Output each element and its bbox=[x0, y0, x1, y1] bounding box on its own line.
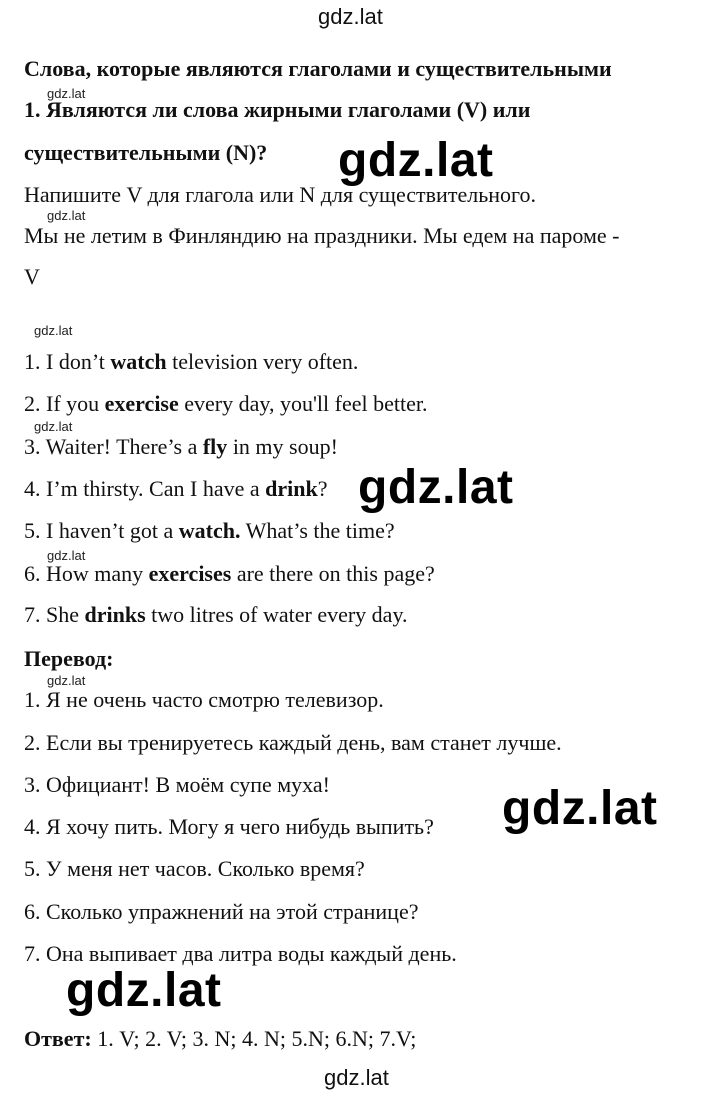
translation-item: 4. Я хочу пить. Могу я чего нибудь выпить? bbox=[24, 814, 434, 839]
translation-item: 5. У меня нет часов. Сколько время? bbox=[24, 856, 365, 881]
watermark-small: gdz.lat bbox=[34, 323, 73, 338]
watermark-large: gdz.lat bbox=[338, 134, 494, 187]
bold-word: watch. bbox=[178, 518, 241, 543]
watermark-small: gdz.lat bbox=[47, 548, 86, 563]
watermark-large: gdz.lat bbox=[66, 964, 222, 1017]
translation-title: Перевод: bbox=[24, 646, 114, 671]
watermark-small: gdz.lat bbox=[47, 86, 86, 101]
task-title-line2: существительными (N)? bbox=[24, 140, 268, 165]
sentence-item: 2. If you exercise every day, you'll feel better. bbox=[24, 391, 428, 416]
answer-label: Ответ: bbox=[24, 1026, 92, 1051]
sentence-item: 4. I’m thirsty. Can I have a drink? bbox=[24, 476, 328, 501]
sentence-item: 1. I don’t watch television very often. bbox=[24, 349, 359, 374]
sentence-item: 6. How many exercises are there on this page? bbox=[24, 561, 435, 586]
translation-item: 1. Я не очень часто смотрю телевизор. bbox=[24, 687, 384, 712]
page-heading: Слова, которые являются глаголами и существительными bbox=[24, 56, 612, 81]
sentence-item: 5. I haven’t got a watch. What’s the time? bbox=[24, 518, 395, 543]
sentence-item: 7. She drinks two litres of water every day. bbox=[24, 602, 408, 627]
example-line2: V bbox=[24, 264, 40, 289]
watermark-bottom: gdz.lat bbox=[324, 1065, 389, 1090]
bold-word: watch bbox=[110, 349, 167, 374]
watermark-small: gdz.lat bbox=[34, 419, 73, 434]
translation-item: 7. Она выпивает два литра воды каждый день. bbox=[24, 941, 457, 966]
watermark-large: gdz.lat bbox=[502, 782, 658, 835]
example-line1: Мы не летим в Финляндию на праздники. Мы едем на пароме - bbox=[24, 223, 620, 248]
watermark-large: gdz.lat bbox=[358, 461, 514, 514]
bold-word: exercise bbox=[104, 391, 179, 416]
bold-word: drinks bbox=[84, 602, 146, 627]
answer-text: 1. V; 2. V; 3. N; 4. N; 5.N; 6.N; 7.V; bbox=[91, 1026, 417, 1051]
translation-item: 3. Официант! В моём супе муха! bbox=[24, 772, 330, 797]
bold-word: fly bbox=[202, 434, 228, 459]
watermark-small: gdz.lat bbox=[47, 208, 86, 223]
sentence-item: 3. Waiter! There’s a fly in my soup! bbox=[24, 434, 338, 459]
answer-line bbox=[24, 1026, 416, 1052]
bold-word: drink bbox=[265, 476, 318, 501]
translation-item: 6. Сколько упражнений на этой странице? bbox=[24, 899, 419, 924]
watermark-top: gdz.lat bbox=[318, 4, 383, 29]
translation-item: 2. Если вы тренируетесь каждый день, вам станет лучше. bbox=[24, 730, 562, 755]
instruction-text: Напишите V для глагола или N для существительного. bbox=[24, 182, 536, 207]
watermark-small: gdz.lat bbox=[47, 673, 86, 688]
task-title-line1: 1. Являются ли слова жирными глаголами (V) или bbox=[24, 97, 531, 122]
bold-word: exercises bbox=[148, 561, 232, 586]
